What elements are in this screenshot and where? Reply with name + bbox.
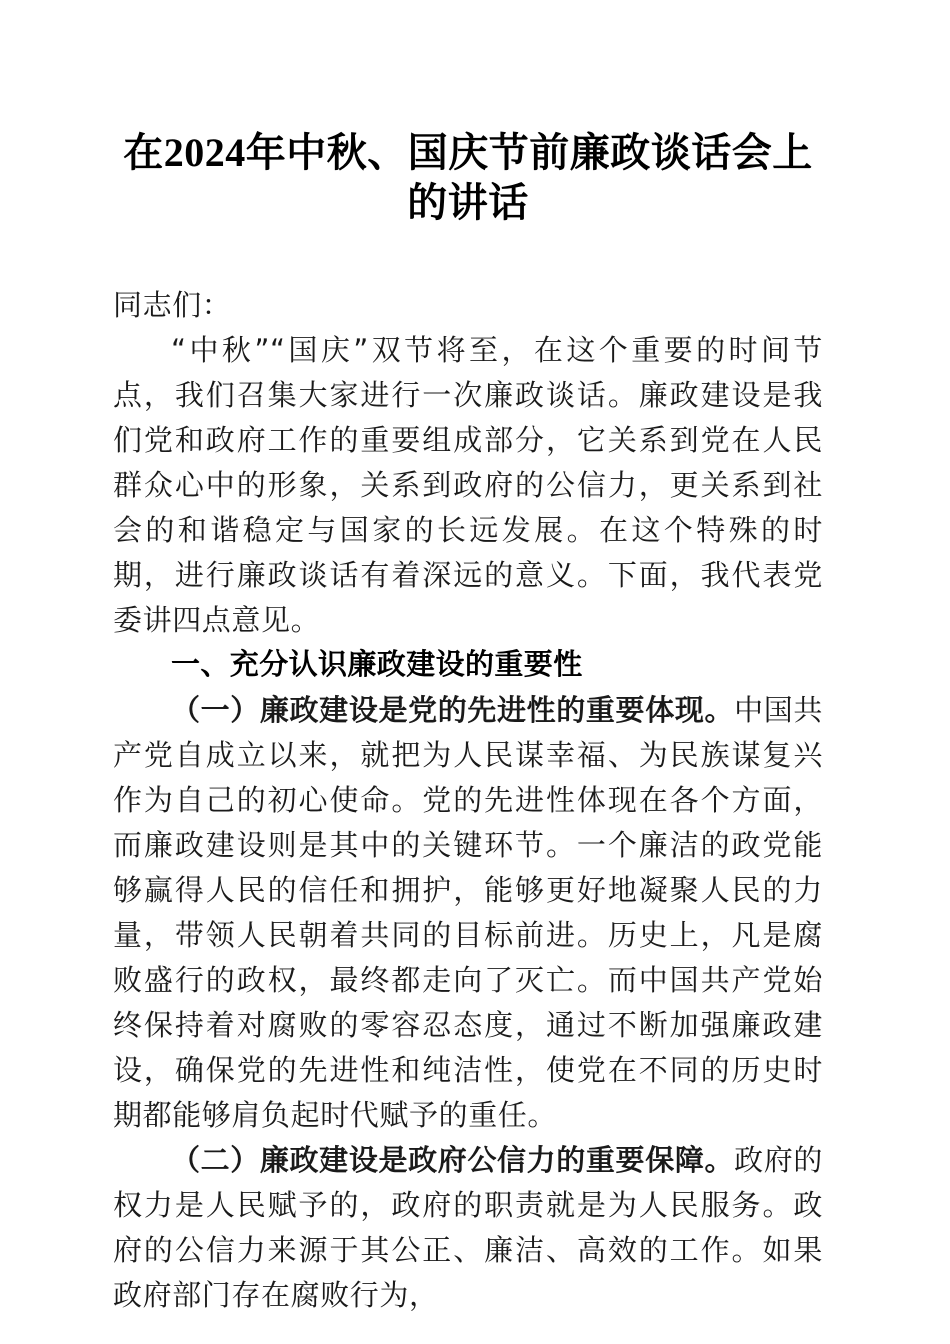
- page-text-column: [113, 0, 823, 1318]
- section-heading-1: 一、充分认识廉政建设的重要性: [171, 649, 583, 681]
- paragraph-item-1-lead: （一）廉政建设是党的先进性的重要体现。: [171, 693, 735, 727]
- paragraph-item-1-text: 中国共产党自成立以来，就把为人民谋幸福、为民族谋复兴作为自己的初心使命。党的先进性体现在各个方面，而廉政建设则是其中的关键环节。一个廉洁的政党能够赢得人民的信任和拥护，能够更好地凝聚人民的力量，带领人民朝着共同的目标前进。历史上，凡是腐败盛行的政权，最终都走向了灭亡。而中国共产党始终保持着对腐败的零容忍态度，通过不断加强廉政建设，确保党的先进性和纯洁性，使党在不同的历史时期都能够肩负起时代赋予的重任。: [113, 693, 823, 1132]
- paragraph-item-1: [113, 688, 823, 1138]
- paragraph-item-2-text: 政府的权力是人民赋予的，政府的职责就是为人民服务。政府的公信力来源于其公正、廉洁、高效的工作。如果政府部门存在腐败行为，: [113, 1143, 823, 1312]
- paragraph-item-2: [113, 1138, 823, 1318]
- page-title: 在2024年中秋、国庆节前廉政谈话会上的讲话: [123, 130, 813, 225]
- paragraph-item-2-lead: （二）廉政建设是政府公信力的重要保障。: [171, 1143, 735, 1177]
- salutation: 同志们：: [113, 288, 232, 322]
- paragraph-intro: “中秋”“国庆”双节将至，在这个重要的时间节点，我们召集大家进行一次廉政谈话。廉政建设是我们党和政府工作的重要组成部分，它关系到党在人民群众心中的形象，关系到政府的公信力，更关系到社会的和谐稳定与国家的长远发展。在这个特殊的时期，进行廉政谈话有着深远的意义。下面，我代表党委讲四点意见。: [113, 333, 823, 637]
